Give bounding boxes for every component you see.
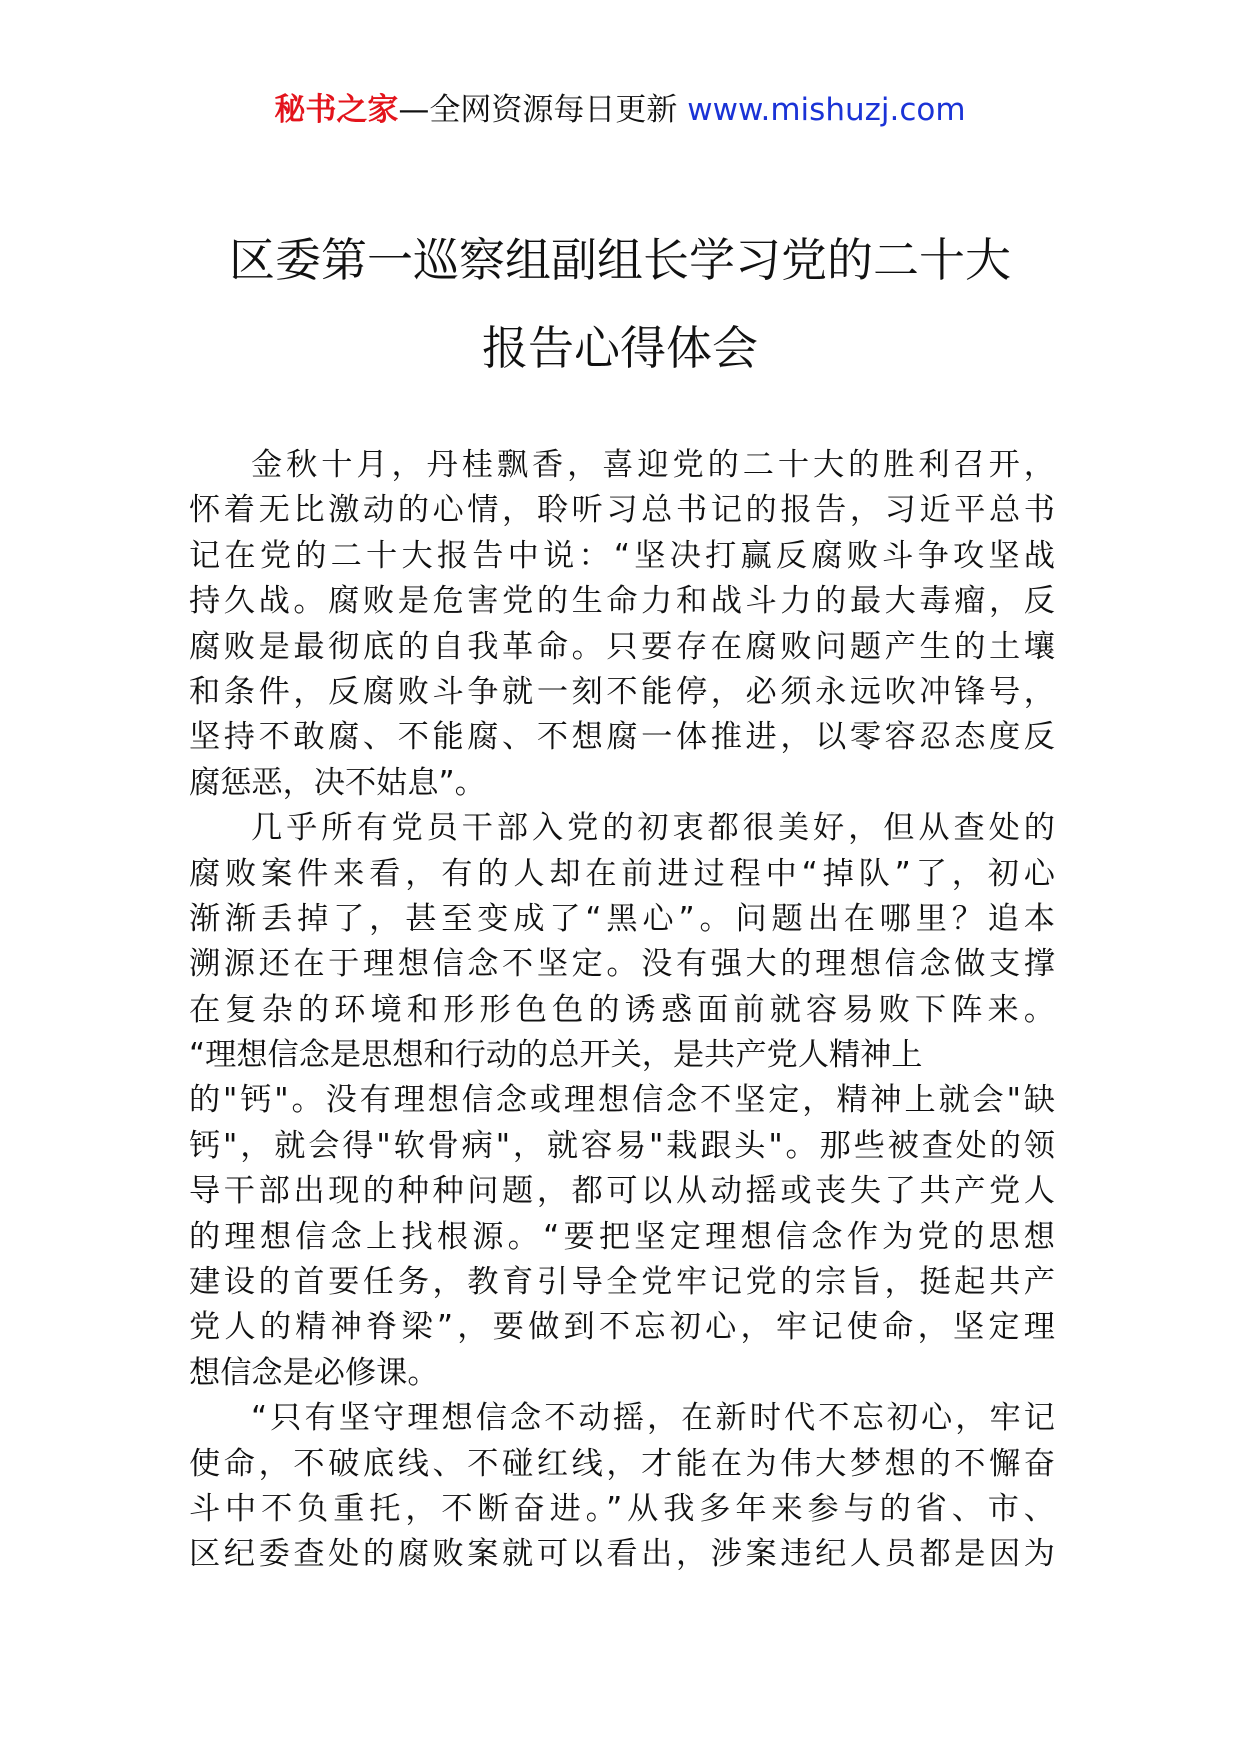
text-line: “理想信念是思想和行动的总开关，是共产党人精神上 [189,1037,923,1074]
text-line: 使命，不破底线、不碰红线，才能在为伟大梦想的不懈奋 [189,1445,1059,1482]
site-header [0,88,1240,132]
text-line: 几乎所有党员干部入党的初衷都很美好，但从查处的 [251,810,1059,847]
text-line: 腐惩恶，决不姑息”。 [189,764,486,801]
text-line: 钙"，就会得"软骨病"，就容易"栽跟头"。那些被查处的领 [189,1127,1058,1164]
text-line: 建设的首要任务，教育引导全党牢记党的宗旨，挺起共产 [189,1264,1059,1301]
text-line: 想信念是必修课。 [189,1354,439,1391]
text-line: 溯源还在于理想信念不坚定。没有强大的理想信念做支撑 [189,946,1059,983]
text-line: 怀着无比激动的心情，聆听习总书记的报告，习近平总书 [189,492,1059,529]
text-line: 腐败是最彻底的自我革命。只要存在腐败问题产生的土壤 [189,628,1059,665]
text-line: 和条件，反腐败斗争就一刻不能停，必须永远吹冲锋号， [189,673,1059,710]
text-line: 渐渐丢掉了，甚至变成了“黑心”。问题出在哪里？追本 [189,900,1060,937]
text-line: 区纪委查处的腐败案就可以看出，涉案违纪人员都是因为 [189,1536,1059,1573]
site-brand: 秘书之家 [274,92,399,128]
text-line: 坚持不敢腐、不能腐、不想腐一体推进，以零容忍态度反 [189,719,1059,756]
text-line: 在复杂的环境和形形色色的诱惑面前就容易败下阵来。 [189,991,1061,1028]
text-line: 的"钙"。没有理想信念或理想信念不坚定，精神上就会"缺 [189,1082,1058,1119]
site-slogan: —全网资源每日更新 [398,92,688,128]
text-line: “只有坚守理想信念不动摇，在新时代不忘初心，牢记 [251,1400,1059,1437]
document-body [189,443,1061,1578]
text-line: 腐败案件来看，有的人却在前进过程中“掉队”了，初心 [189,855,1060,892]
text-line: 斗中不负重托，不断奋进。”从我多年来参与的省、市、 [189,1490,1060,1527]
text-line: 党人的精神脊梁”，要做到不忘初心，牢记使命，坚定理 [189,1309,1060,1346]
document-title-line-2: 报告心得体会 [482,321,758,375]
site-url[interactable]: www.mishuzj.com [687,92,966,128]
text-line: 导干部出现的种种问题，都可以从动摇或丧失了共产党人 [189,1173,1059,1210]
text-line: 的理想信念上找根源。“要把坚定理想信念作为党的思想 [189,1218,1060,1255]
text-line: 持久战。腐败是危害党的生命力和战斗力的最大毒瘤，反 [189,583,1059,620]
document-title-line-1: 区委第一巡察组副组长学习党的二十大 [229,233,1011,287]
text-line: 金秋十月，丹桂飘香，喜迎党的二十大的胜利召开， [251,447,1059,483]
text-line: 记在党的二十大报告中说：“坚决打赢反腐败斗争攻坚战 [189,537,1060,574]
